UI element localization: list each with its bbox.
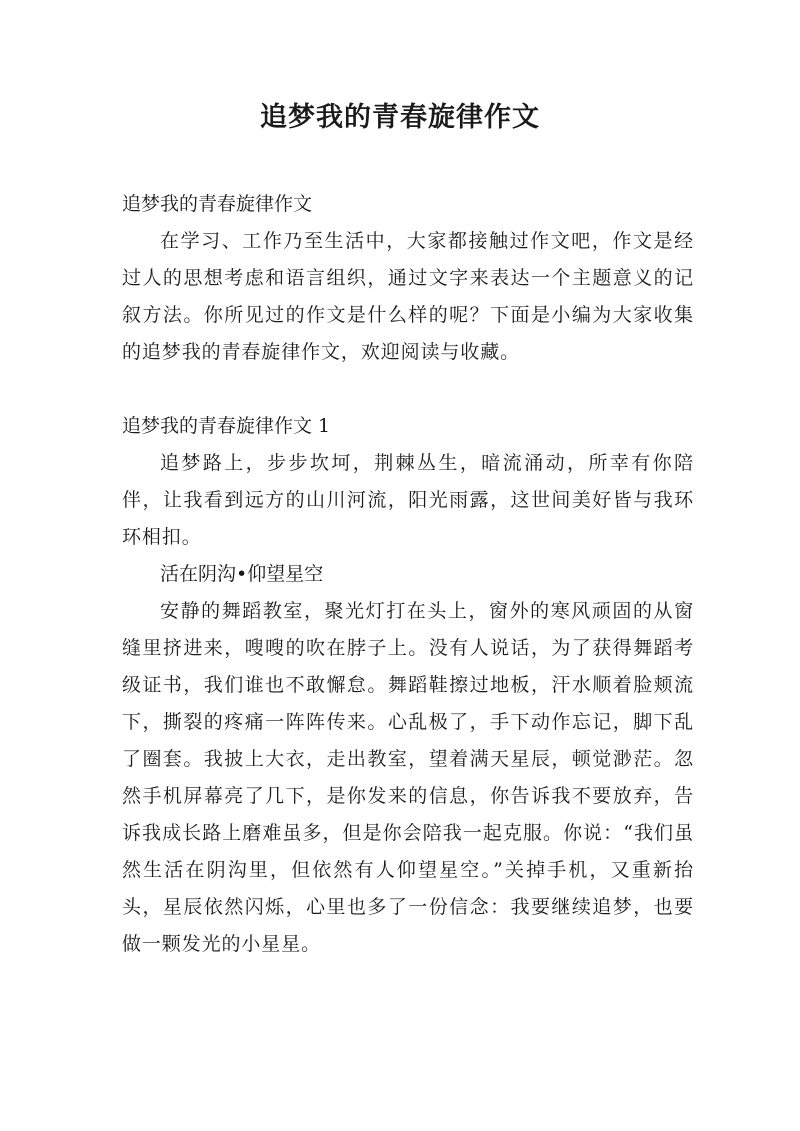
section-spacer	[122, 371, 694, 408]
essay-1-subheading: 活在阴沟•仰望星空	[160, 563, 324, 585]
document-body	[122, 186, 694, 963]
essay-1-heading: 追梦我的青春旋律作文 1	[122, 415, 331, 437]
essay-1-paragraph-1: 追梦路上，步步坎坷，荆棘丛生，暗流涌动，所幸有你陪伴，让我看到远方的山川河流，阳光雨露，这世间美好皆与我环环相扣。	[122, 452, 694, 548]
essay-1-paragraph-2: 安静的舞蹈教室，聚光灯打在头上，窗外的寒风顽固的从窗缝里挤进来，嗖嗖的吹在脖子上。没有人说话，为了获得舞蹈考级证书，我们谁也不敢懈怠。舞蹈鞋擦过地板，汗水顺着脸颊流下，撕裂的疼痛一阵阵传来。心乱极了，手下动作忘记，脚下乱了圈套。我披上大衣，走出教室，望着满天星辰，顿觉渺茫。忽然手机屏幕亮了几下，是你发来的信息，你告诉我不要放弃，告诉我成长路上磨难虽多，但是你会陪我一起克服。你说：“我们虽然生活在阴沟里，但依然有人仰望星空。”关掉手机，又重新抬头，星辰依然闪烁，心里也多了一份信念：我要继续追梦，也要做一颗发光的小星星。	[122, 600, 694, 955]
document-title: 追梦我的青春旋律作文	[260, 102, 540, 133]
intro-paragraph: 在学习、工作乃至生活中，大家都接触过作文吧，作文是经过人的思想考虑和语言组织，通过文字来表达一个主题意义的记叙方法。你所见过的作文是什么样的呢？下面是小编为大家收集的追梦我的青春旋律作文，欢迎阅读与收藏。	[122, 230, 694, 363]
intro-heading: 追梦我的青春旋律作文	[122, 193, 313, 215]
